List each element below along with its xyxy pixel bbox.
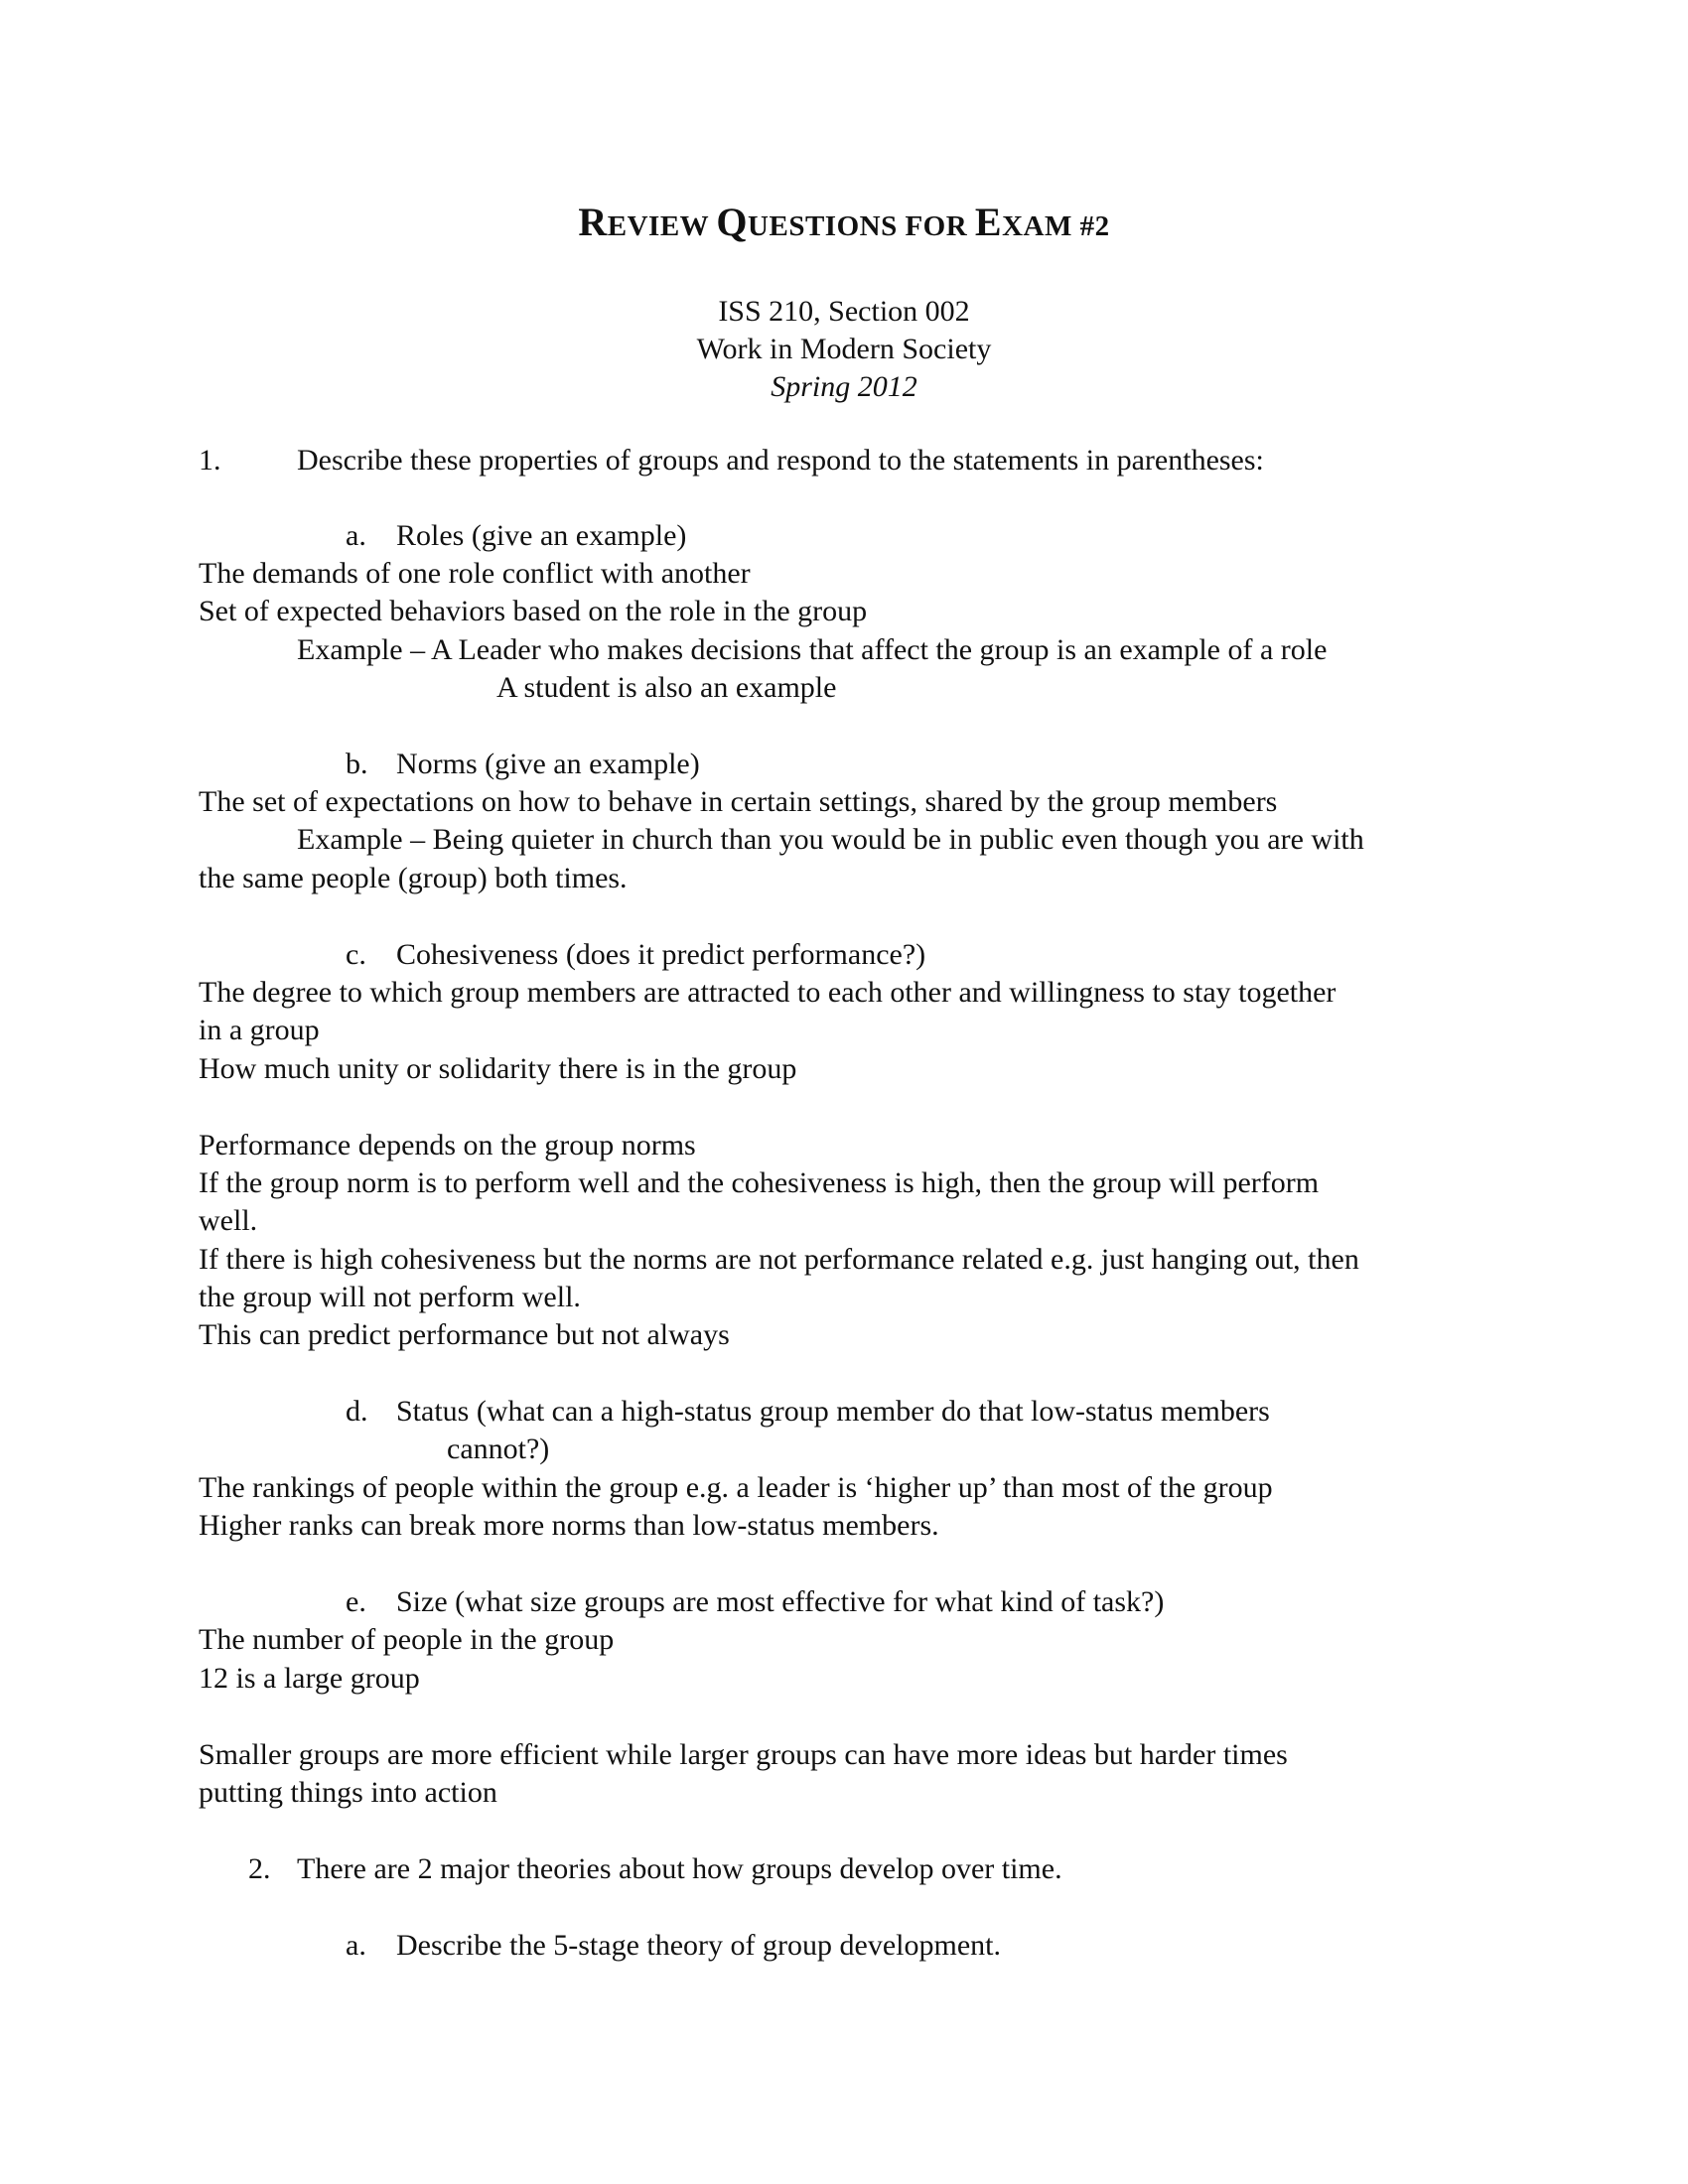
question-number: 2. [248, 1852, 271, 1885]
title-part: E [974, 200, 1003, 244]
question-prompt: Describe these properties of groups and respond to the statements in parentheses: [297, 444, 1264, 477]
course-name: Work in Modern Society [696, 333, 992, 365]
answer-line: The set of expectations on how to behave in certain settings, shared by the group members [199, 785, 1278, 818]
title-part: EVIEW [607, 210, 717, 242]
term: Spring 2012 [771, 370, 917, 403]
subitem-heading: Roles (give an example) [396, 519, 687, 552]
document-title [0, 199, 1688, 250]
answer-line: Set of expected behaviors based on the role in the group [199, 595, 868, 627]
subitem-marker: a. [346, 1929, 366, 1962]
subitem-marker: a. [346, 519, 366, 552]
title-part: XAM #2 [1002, 210, 1110, 242]
answer-line: The number of people in the group [199, 1623, 615, 1656]
answer-line: The demands of one role conflict with another [199, 557, 751, 590]
answer-line: Example – Being quieter in church than you would be in public even though you are with [297, 823, 1364, 856]
answer-line: Smaller groups are more efficient while larger groups can have more ideas but harder times [199, 1738, 1288, 1771]
answer-line: A student is also an example [496, 671, 837, 704]
answer-line: If the group norm is to perform well and the cohesiveness is high, then the group will perform [199, 1166, 1320, 1199]
subitem-heading: Norms (give an example) [396, 748, 700, 780]
subitem-heading: Describe the 5-stage theory of group development. [396, 1929, 1001, 1962]
answer-line: Example – A Leader who makes decisions that affect the group is an example of a role [297, 633, 1328, 666]
answer-line: in a group [199, 1014, 320, 1046]
question-number: 1. [199, 444, 221, 477]
answer-line: The degree to which group members are attracted to each other and willingness to stay together [199, 976, 1336, 1009]
subitem-marker: e. [346, 1585, 366, 1618]
answer-line: putting things into action [199, 1776, 497, 1809]
answer-line: The rankings of people within the group e.g. a leader is ‘higher up’ than most of the group [199, 1471, 1273, 1504]
subitem-marker: d. [346, 1395, 368, 1428]
answer-line: Higher ranks can break more norms than low-status members. [199, 1509, 939, 1542]
course-number: ISS 210, Section 002 [718, 295, 970, 328]
answer-line: well. [199, 1204, 258, 1237]
answer-line: If there is high cohesiveness but the norms are not performance related e.g. just hanging out, then [199, 1243, 1359, 1276]
answer-line: This can predict performance but not always [199, 1318, 730, 1351]
title-part: R [578, 200, 608, 244]
question-prompt: There are 2 major theories about how groups develop over time. [297, 1852, 1062, 1885]
title-part: Q [716, 200, 749, 244]
subitem-marker: b. [346, 748, 368, 780]
answer-line: the group will not perform well. [199, 1281, 581, 1313]
subitem-heading: Status (what can a high-status group member do that low-status members [396, 1395, 1270, 1428]
subitem-heading: Cohesiveness (does it predict performance?) [396, 938, 926, 971]
subitem-heading-continued: cannot?) [447, 1433, 550, 1465]
answer-line: 12 is a large group [199, 1662, 420, 1695]
title-part: UESTIONS FOR [748, 210, 975, 242]
answer-line: the same people (group) both times. [199, 862, 628, 894]
answer-line: Performance depends on the group norms [199, 1129, 696, 1161]
answer-line: How much unity or solidarity there is in the group [199, 1052, 797, 1085]
subitem-marker: c. [346, 938, 366, 971]
subitem-heading: Size (what size groups are most effective for what kind of task?) [396, 1585, 1165, 1618]
